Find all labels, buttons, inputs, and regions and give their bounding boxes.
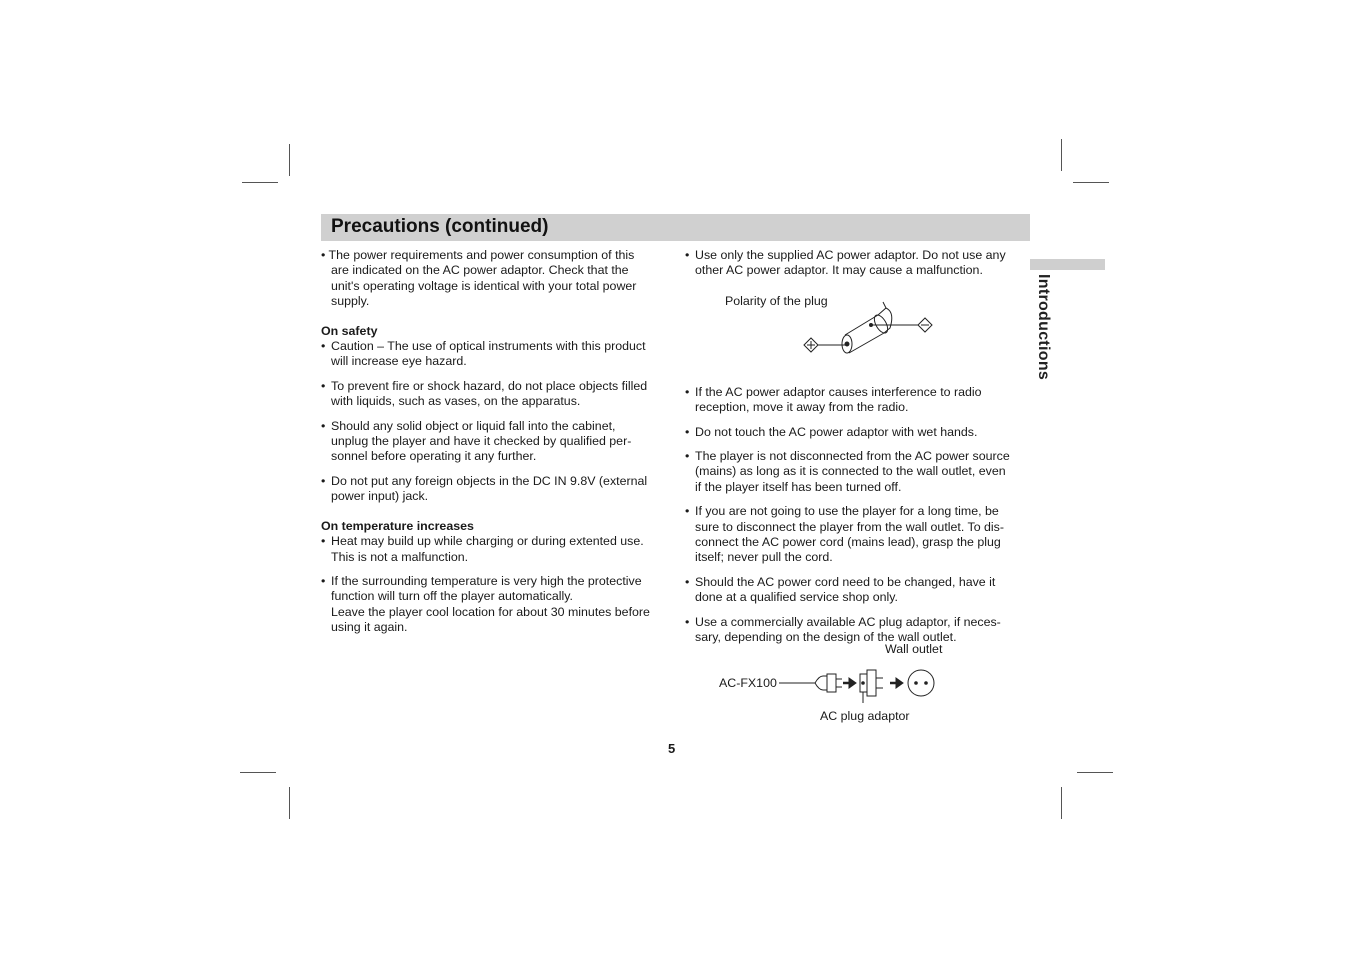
section-heading: On temperature increases <box>321 518 474 533</box>
text-line: will increase eye hazard. <box>331 354 467 369</box>
text-line: • If the surrounding temperature is very high the protective <box>331 573 642 588</box>
side-tab-label: Introductions <box>1035 274 1052 381</box>
text-line: reception, move it away from the radio. <box>695 400 909 415</box>
text-line: • Should any solid object or liquid fall into the cabinet, <box>331 418 616 433</box>
plug-adaptor-label: AC plug adaptor <box>820 709 910 723</box>
text-line: • Use a commercially available AC plug adaptor, if neces- <box>695 614 1001 629</box>
text-line: (mains) as long as it is connected to the wall outlet, even <box>695 464 1006 479</box>
text-line: connect the AC power cord (mains lead), grasp the plug <box>695 535 1001 550</box>
text-line: • If you are not going to use the player for a long time, be <box>695 504 999 519</box>
text-line: other AC power adaptor. It may cause a malfunction. <box>695 263 983 278</box>
text-line: sary, depending on the design of the wall outlet. <box>695 630 957 645</box>
text-line: • Caution – The use of optical instruments with this product <box>331 339 646 354</box>
section-header <box>321 214 1030 241</box>
list-item <box>321 534 666 565</box>
page-title: Precautions (continued) <box>331 216 549 237</box>
text-line: function will turn off the player automatically. <box>331 589 573 604</box>
left-column <box>321 248 666 645</box>
text-line: sure to disconnect the player from the wall outlet. To dis- <box>695 519 1005 534</box>
list-item <box>321 419 666 465</box>
plug-adaptor-icon <box>715 640 955 730</box>
list-item <box>321 574 666 636</box>
text-line: • If the AC power adaptor causes interference to radio <box>695 384 982 399</box>
text-line: • The power requirements and power consumption of this <box>321 248 635 262</box>
text-line: if the player itself has been turned off. <box>695 479 902 494</box>
crop-mark <box>289 787 290 819</box>
model-label: AC-FX100 <box>719 676 777 690</box>
text-line: unplug the player and have it checked by qualified per- <box>331 434 632 449</box>
crop-mark <box>1077 772 1113 773</box>
list-item <box>685 385 1027 416</box>
text-line: • Should the AC power cord need to be changed, have it <box>695 574 996 589</box>
text-line: are indicated on the AC power adaptor. Check that the <box>331 263 629 278</box>
text-line: • The player is not disconnected from the AC power source <box>695 449 1010 464</box>
crop-mark <box>240 772 276 773</box>
text-line: unit's operating voltage is identical with your total power <box>331 278 637 293</box>
polarity-label: Polarity of the plug <box>725 294 828 308</box>
text-line: with liquids, such as vases, on the apparatus. <box>331 394 581 409</box>
text-line: Leave the player cool location for about 30 minutes before <box>331 604 650 619</box>
text-line: • To prevent fire or shock hazard, do not place objects filled <box>331 378 648 393</box>
crop-mark <box>242 182 278 183</box>
section-heading: On safety <box>321 323 378 338</box>
list-item <box>685 575 1027 606</box>
crop-mark <box>1073 182 1109 183</box>
text-line: • Use only the supplied AC power adaptor. Do not use any <box>695 248 1006 262</box>
list-item <box>321 339 666 370</box>
polarity-figure <box>720 288 960 358</box>
wall-outlet-label: Wall outlet <box>885 642 943 656</box>
list-item <box>321 379 666 410</box>
text-line: supply. <box>331 294 370 309</box>
text-line: using it again. <box>331 620 408 635</box>
list-item <box>685 504 1027 566</box>
text-line: sonnel before operating it any further. <box>331 449 537 464</box>
plug-polarity-icon <box>720 288 960 358</box>
text-line: • Do not touch the AC power adaptor with wet hands. <box>695 424 978 439</box>
text-line: done at a qualified service shop only. <box>695 590 898 605</box>
crop-mark <box>1061 787 1062 819</box>
text-line: itself; never pull the cord. <box>695 550 833 565</box>
text-line: • Do not put any foreign objects in the DC IN 9.8V (external <box>331 473 648 488</box>
list-item <box>321 474 666 505</box>
list-item <box>321 248 666 310</box>
plug-adaptor-figure <box>715 640 955 730</box>
list-item <box>685 425 1027 440</box>
list-item <box>685 449 1027 495</box>
text-line: This is not a malfunction. <box>331 549 469 564</box>
side-tab-bar <box>1030 259 1105 270</box>
list-item <box>685 248 1027 279</box>
crop-mark <box>1061 139 1062 171</box>
text-line: power input) jack. <box>331 489 429 504</box>
crop-mark <box>289 144 290 176</box>
page-number: 5 <box>668 741 676 756</box>
text-line: • Heat may build up while charging or during extented use. <box>331 534 644 549</box>
